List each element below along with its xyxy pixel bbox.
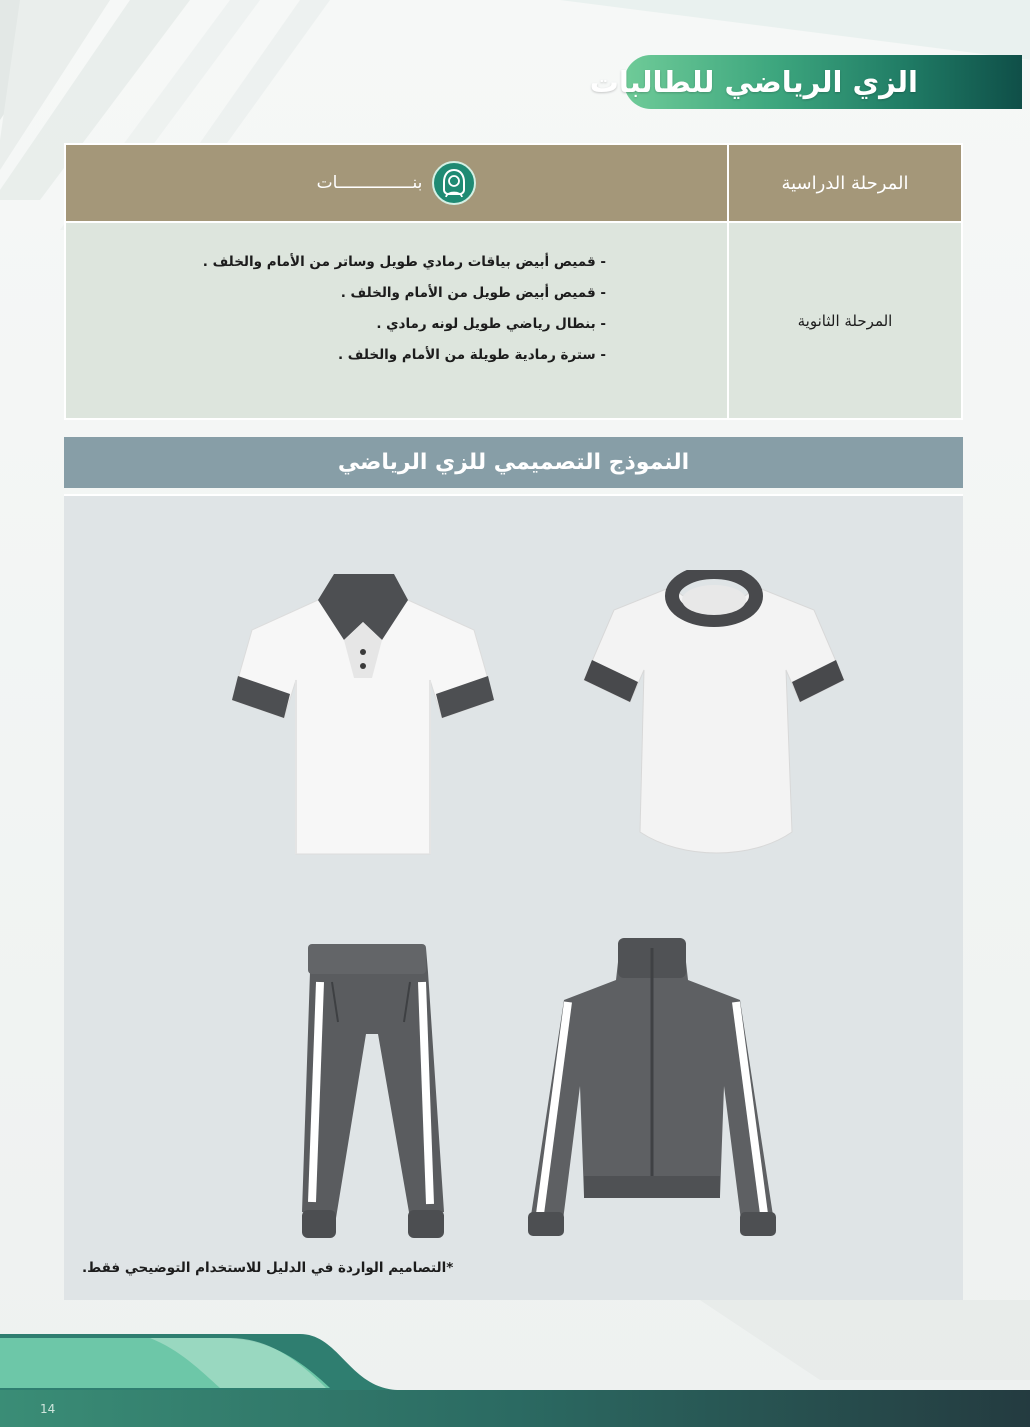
header-stage-cell [729,145,961,221]
list-item: - سترة رمادية طويلة من الأمام والخلف . [337,347,606,363]
decorative-bottom-wave [0,1300,1030,1427]
design-section-title: النموذج التصميمي للزي الرياضي [337,450,690,475]
track-pants-illustration [298,942,446,1242]
list-item: - قميص أبيض بياقات رمادي طويل وساتر من الأمام والخلف . [202,254,606,270]
disclaimer-footnote: *التصاميم الواردة في الدليل للاستخدام التوضيحي فقط. [82,1260,454,1276]
list-item: - بنطال رياضي طويل لونه رمادي . [376,316,606,332]
stage-cell [729,223,961,418]
header-stage-label: المرحلة الدراسية [781,172,909,194]
header-girls-label: بنـــــــــــــــات [316,173,423,193]
polo-shirt-illustration [232,570,494,856]
header-girls-cell [66,145,727,221]
girl-avatar-icon [432,161,476,205]
uniform-items-list [166,247,606,371]
stage-label: المرحلة الثانوية [797,311,893,330]
page-title: الزي الرياضي للطالبات [589,65,918,99]
page-title-bar [589,55,1022,109]
page-number: 14 [40,1402,56,1416]
track-jacket-illustration [528,936,776,1242]
garment-gallery [64,494,963,1300]
uniform-table [64,143,963,420]
list-item: - قميص أبيض طويل من الأمام والخلف . [340,285,606,301]
round-neck-tshirt-illustration [582,570,846,860]
design-section-banner [64,437,963,488]
